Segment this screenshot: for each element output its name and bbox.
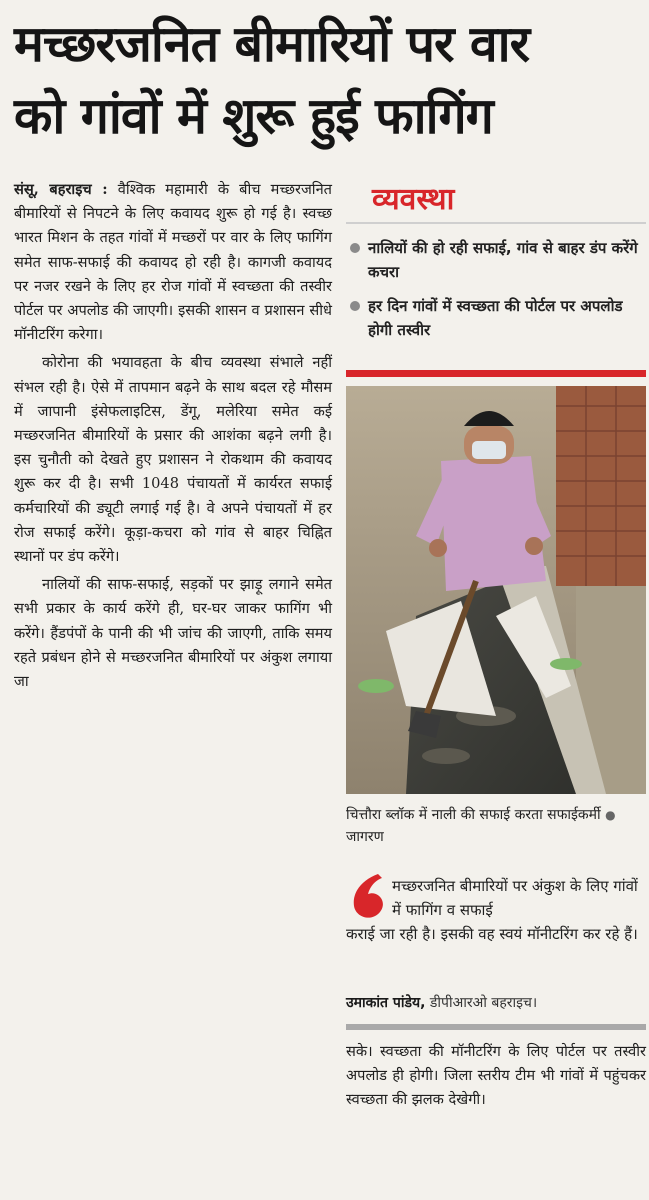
pull-quote: [346, 874, 646, 946]
quote-text-first: मच्छरजनित बीमारियों पर अंकुश के लिए गांवों में फागिंग व सफाई: [392, 877, 638, 919]
headline-line-2: को गांवों में शुरू हुई फागिंग: [14, 87, 493, 145]
photo-caption: [346, 804, 646, 848]
highlight-text: हर दिन गांवों में स्वच्छता की पोर्टल पर अपलोड होगी तस्वीर: [368, 297, 623, 339]
divider: [346, 222, 646, 224]
quote-text-rest: कराई जा रही है। इसकी वह स्वयं मॉनीटरिंग कर रहे हैं।: [346, 925, 638, 943]
highlight-item: [346, 236, 646, 284]
quote-author: उमाकांत पांडेय,: [346, 995, 426, 1011]
section-tag: व्यवस्था: [372, 182, 455, 217]
article-paragraph-1: [14, 178, 332, 347]
bullet-dot-icon: [350, 301, 360, 311]
dateline: संसू, बहराइच :: [14, 181, 108, 198]
caption-text: चित्तौरा ब्लॉक में नाली की सफाई करता सफाईकर्मी: [346, 807, 601, 823]
highlight-list: [346, 236, 646, 352]
headline: [14, 8, 639, 152]
article-paragraph-2: कोरोना की भयावहता के बीच व्यवस्था संभाले नहीं संभल रही है। ऐसे में तापमान बढ़ने के साथ बदल रहे मौसम में जापानी इंसेफलाइटिस, डेंगू, मलेरिया समेत कई मच्छरजनित बीमारियों के प्रसार की आशंका बढ़ने लगी है। इस चुनौती को देखते हुए प्रशासन ने रोकथाम की कवायद शुरू कर दी है। सभी 1048 पंचायतों में कार्यरत सफाई कर्मचारियों की ड्यूटी लगाई गई है। वे अपने पंचायतों में हर रोज सफाई करेंगे। कूड़ा-कचरा को गांव से बाहर चिह्नित स्थानों पर डंप करेंगे।: [14, 354, 332, 566]
article-paragraph-3: नालियों की साफ-सफाई, सड़कों पर झाड़ू लगाने समेत सभी प्रकार के कार्य करेंगे ही, घर-घर जाकर फागिंग भी करेंगे। हैंडपंपों के पानी की भी जांच की जाएगी, ताकि समय रहते प्रबंधन होने से मच्छरजनित बीमारियों पर अंकुश लगाया जा: [14, 576, 332, 691]
highlight-text: नालियों की हो रही सफाई, गांव से बाहर डंप करेंगे कचरा: [368, 239, 638, 281]
paragraph-1-text: वैश्विक महामारी के बीच मच्छरजनित बीमारियों से निपटने के लिए कवायद शुरू हो गई है। स्वच्छ भारत मिशन के तहत गांवों में मच्छरों पर वार के लिए फागिंग समेत साफ-सफाई की कवायद हो रही है। कागजी कवायद पर नजर रखने के लिए हर रोज गांवों में स्वच्छता की तस्वीर पोर्टल पर अपलोड की जाएगी। इसकी शासन व प्रशासन सीधे मॉनीटरिंग करेगा।: [14, 181, 333, 344]
quote-attribution: [346, 992, 646, 1014]
quote-designation: डीपीआरओ बहराइच।: [429, 995, 538, 1011]
highlight-item: [346, 294, 646, 342]
headline-line-1: मच्छरजनित बीमारियों पर वार: [14, 15, 530, 73]
article-body: [14, 178, 332, 698]
article-paragraph-4: सके। स्वच्छता की मॉनीटरिंग के लिए पोर्टल पर तस्वीर अपलोड ही होगी। जिला स्तरीय टीम भी गांवों में पहुंचकर स्वच्छता की झलक देखेगी।: [346, 1043, 646, 1109]
photo-credit: जागरण: [346, 829, 384, 845]
bullet-dot-icon: ●: [605, 808, 616, 822]
accent-divider: [346, 370, 646, 377]
divider: [346, 1024, 646, 1030]
news-photo: [346, 386, 646, 794]
bullet-dot-icon: [350, 243, 360, 253]
